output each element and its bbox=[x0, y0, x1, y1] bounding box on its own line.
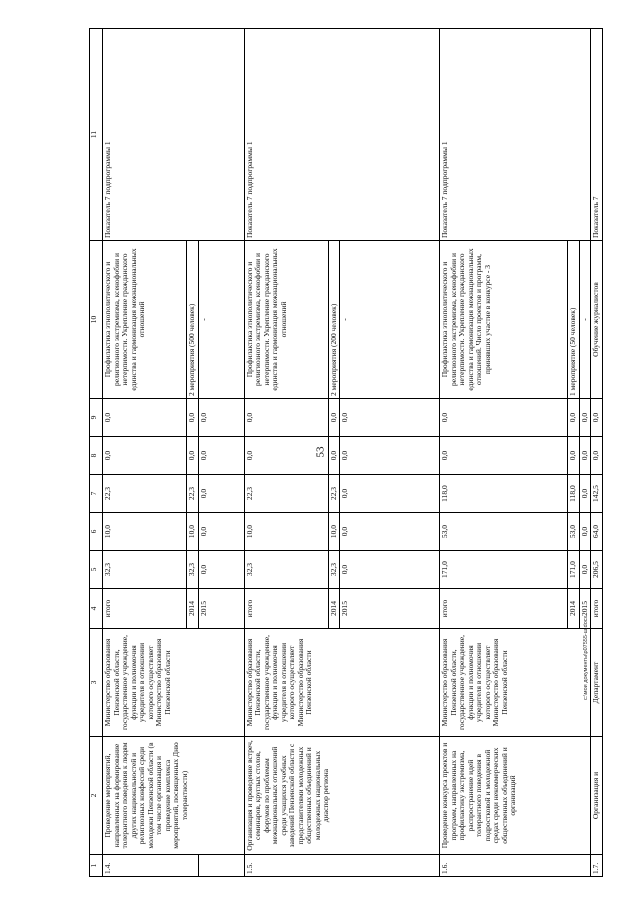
value-cell: 0,0 bbox=[579, 551, 591, 589]
value-cell: 10,0 bbox=[187, 513, 199, 551]
executor-cell: Министерство образования Пензенской области, государственное учреждение, функции и полномочия учредителя в отношении которого осуществляет Министерство образования Пензенской области bbox=[440, 629, 591, 737]
value-cell: 10,0 bbox=[103, 513, 187, 551]
value-cell: 32,3 bbox=[187, 551, 199, 589]
executor-cell: Министерство образования Пензенской области, государственное учреждение, функции и полномочия учредителя в отношении которого осуществляет Министерство образования Пензенской области bbox=[244, 629, 440, 737]
value-cell: 0,0 bbox=[340, 475, 440, 513]
value-cell: 10,0 bbox=[244, 513, 328, 551]
value-cell: 0,0 bbox=[328, 399, 340, 437]
value-cell: 0,0 bbox=[579, 437, 591, 475]
activity-cell: Проведение конкурса проектов и программ, направленных на профилактику экстремизма, распространение идей толерантного поведения в подростковой и молодежной средах среди некоммерческих общественных объединений и организаций bbox=[440, 737, 591, 855]
value-cell: 0,0 bbox=[328, 437, 340, 475]
header-cell: 6 bbox=[90, 513, 103, 551]
value-cell: 0,0 bbox=[568, 399, 580, 437]
executor-cell: Министерство образования Пензенской области, государственное учреждение, функции и полномочия учредителя в отношении которого осуществляет Министерство образования Пензенской области bbox=[103, 629, 245, 737]
value-cell: 0,0 bbox=[591, 437, 603, 475]
activity-cell: Проведение мероприятий, направленных на формирование толерантного поведения к людям других национальностей и религиозных конфессий среди молодежи Пензенской области (в том числе организация и проведение комплекса мероприятий, посвященных Дню толерантности) bbox=[103, 737, 245, 855]
page-number: 53 bbox=[314, 446, 326, 458]
year-cell: 2015 bbox=[579, 589, 591, 629]
value-cell: 142,5 bbox=[591, 475, 603, 513]
year-cell: итого bbox=[440, 589, 568, 629]
value-cell: 0,0 bbox=[340, 513, 440, 551]
value-cell: 0,0 bbox=[103, 437, 187, 475]
table-row bbox=[244, 29, 328, 877]
value-cell: 171,0 bbox=[568, 551, 580, 589]
program-table bbox=[89, 28, 603, 877]
year-cell: 2015 bbox=[340, 589, 440, 629]
header-cell: 4 bbox=[90, 589, 103, 629]
value-cell: 206,5 bbox=[591, 551, 603, 589]
year-cell: 2014 bbox=[328, 589, 340, 629]
table-row bbox=[591, 29, 603, 877]
value-cell: 22,3 bbox=[244, 475, 328, 513]
value-cell: 32,3 bbox=[103, 551, 187, 589]
header-cell: 11 bbox=[90, 29, 103, 241]
row-number: 1.5. bbox=[244, 855, 440, 877]
value-cell: 0,0 bbox=[440, 437, 568, 475]
result-cell: Обучение журналистов bbox=[591, 241, 603, 399]
value-cell: 0,0 bbox=[198, 399, 244, 437]
value-cell: 0,0 bbox=[198, 437, 244, 475]
header-cell: 2 bbox=[90, 737, 103, 855]
result-cell: Профилактика этнополитического и религиозного экстремизма, ксенофобии и нетерпимости. Укрепление гражданского единства и гармонизация межнациональных отношений bbox=[244, 241, 328, 399]
indicator-cell: Показатель 7 подпрограммы 1 bbox=[244, 29, 440, 241]
value-cell: 118,0 bbox=[440, 475, 568, 513]
value-cell: 0,0 bbox=[591, 399, 603, 437]
activity-cell: Организация и bbox=[591, 737, 603, 855]
value-cell: 0,0 bbox=[579, 513, 591, 551]
indicator-cell: Показатель 7 подпрограммы 1 bbox=[440, 29, 591, 241]
year-cell: 2014 bbox=[187, 589, 199, 629]
table-row bbox=[440, 29, 568, 877]
header-cell: 5 bbox=[90, 551, 103, 589]
value-cell: 0,0 bbox=[579, 475, 591, 513]
row-number-empty bbox=[198, 855, 244, 877]
value-cell: 0,0 bbox=[579, 399, 591, 437]
result-2015-cell: - bbox=[579, 241, 591, 399]
result-cell: Профилактика этнополитического и религиозного экстремизма, ксенофобии и нетерпимости. Укрепление гражданского единства и гармонизация межнациональных отношений bbox=[103, 241, 187, 399]
value-cell: 53,0 bbox=[440, 513, 568, 551]
file-path-footer: c:\мои документы\р07555-ш.docx bbox=[583, 615, 589, 700]
header-cell: 8 bbox=[90, 437, 103, 475]
row-number: 1.4. bbox=[103, 855, 199, 877]
value-cell: 22,3 bbox=[328, 475, 340, 513]
executor-cell: Департамент bbox=[591, 629, 603, 737]
value-cell: 0,0 bbox=[340, 399, 440, 437]
row-number: 1.7. bbox=[591, 855, 603, 877]
result-2014-cell: 2 мероприятия (500 человек) bbox=[187, 241, 199, 399]
value-cell: 0,0 bbox=[244, 399, 328, 437]
value-cell: 64,0 bbox=[591, 513, 603, 551]
value-cell: 32,3 bbox=[244, 551, 328, 589]
result-2015-cell: - bbox=[340, 241, 440, 399]
year-cell: итого bbox=[591, 589, 603, 629]
indicator-cell: Показатель 7 bbox=[591, 29, 603, 241]
value-cell: 118,0 bbox=[568, 475, 580, 513]
value-cell: 0,0 bbox=[198, 475, 244, 513]
table-row bbox=[103, 29, 187, 877]
row-number: 1.6. bbox=[440, 855, 591, 877]
header-cell: 10 bbox=[90, 241, 103, 399]
value-cell: 0,0 bbox=[340, 437, 440, 475]
result-2014-cell: 2 мероприятия (200 человек) bbox=[328, 241, 340, 399]
year-cell: итого bbox=[103, 589, 187, 629]
activity-cell: Организация и проведение встреч, семинаров, круглых столов, форумов по проблемам межнациональных отношений среди учащихся учебных заведений Пензенской области с представителями молодежных общественных объединений и молодежных национальных диаспор региона bbox=[244, 737, 440, 855]
result-cell: Профилактика этнополитического и религиозного экстремизма, ксенофобии и нетерпимости. Укрепление гражданского единства и гармонизация межнациональных отношений. Число проектов и программ, принявших участие в конкурсе - 3 bbox=[440, 241, 568, 399]
value-cell: 0,0 bbox=[440, 399, 568, 437]
value-cell: 0,0 bbox=[103, 399, 187, 437]
value-cell: 171,0 bbox=[440, 551, 568, 589]
value-cell: 0,0 bbox=[198, 513, 244, 551]
value-cell: 10,0 bbox=[328, 513, 340, 551]
value-cell: 53,0 bbox=[568, 513, 580, 551]
year-cell: 2014 bbox=[568, 589, 580, 629]
value-cell: 22,3 bbox=[187, 475, 199, 513]
value-cell: 32,3 bbox=[328, 551, 340, 589]
result-2014-cell: 1 мероприятие (50 человек) bbox=[568, 241, 580, 399]
header-cell: 7 bbox=[90, 475, 103, 513]
value-cell: 0,0 bbox=[187, 399, 199, 437]
header-cell: 1 bbox=[90, 855, 103, 877]
indicator-cell: Показатель 7 подпрограммы 1 bbox=[103, 29, 245, 241]
value-cell: 0,0 bbox=[198, 551, 244, 589]
value-cell: 0,0 bbox=[187, 437, 199, 475]
year-cell: итого bbox=[244, 589, 328, 629]
header-cell: 9 bbox=[90, 399, 103, 437]
value-cell: 0,0 bbox=[568, 437, 580, 475]
header-row bbox=[90, 29, 103, 877]
year-cell: 2015 bbox=[198, 589, 244, 629]
value-cell: 0,0 bbox=[244, 437, 328, 475]
value-cell: 0,0 bbox=[340, 551, 440, 589]
header-cell: 3 bbox=[90, 629, 103, 737]
value-cell: 22,3 bbox=[103, 475, 187, 513]
result-2015-cell: - bbox=[198, 241, 244, 399]
